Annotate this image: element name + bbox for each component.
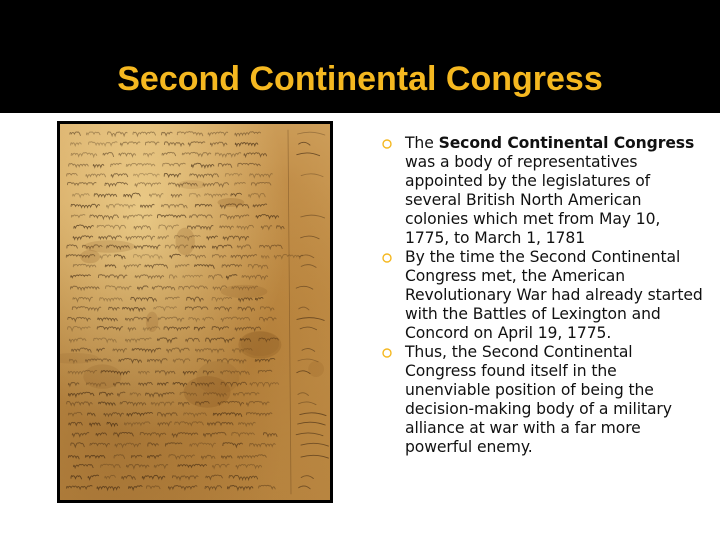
circle-bullet-icon: [382, 348, 392, 358]
bullet-item: [383, 343, 703, 457]
bullet-item: [383, 248, 703, 343]
bullet-item: [383, 134, 703, 248]
slide-title: Second Continental Congress: [117, 60, 603, 98]
bullet-text: was a body of representatives appointed by the legislatures of several British North American colonies which met from May 10, 1775, to March 1, 1781: [405, 153, 661, 247]
bullet-text: By the time the Second Continental Congress met, the American Revolutionary War had already started with the Battles of Lexington and Concord on April 19, 1775.: [405, 248, 703, 342]
handwritten-document-image: [60, 124, 330, 500]
bullet-text: The: [405, 134, 439, 152]
handwriting-strokes: [60, 124, 330, 500]
circle-bullet-icon: [382, 139, 392, 149]
bullet-list: [383, 134, 703, 457]
document-image-frame: [57, 121, 333, 503]
bullet-bold-text: Second Continental Congress: [438, 134, 695, 152]
circle-bullet-icon: [382, 253, 392, 263]
bullet-text: Thus, the Second Continental Congress found itself in the unenviable position of being the decision-making body of a military alliance at war with a far more powerful enemy.: [405, 343, 672, 456]
